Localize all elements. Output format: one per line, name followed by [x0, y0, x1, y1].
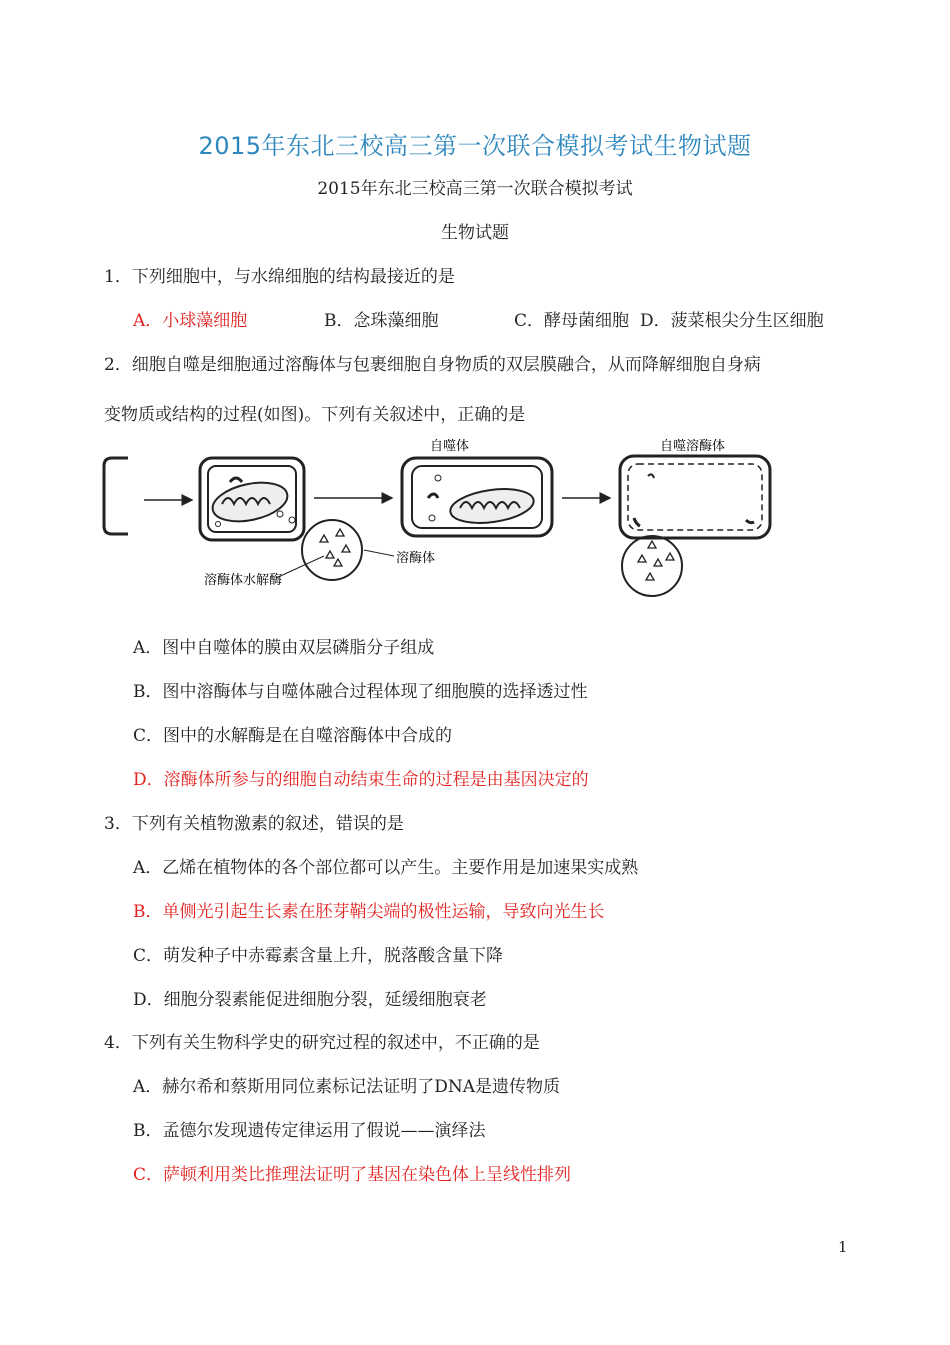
q1-option-d: D．菠菜根尖分生区细胞	[640, 311, 824, 331]
membrane-bracket-icon	[104, 458, 128, 534]
autophagy-diagram	[100, 436, 820, 608]
lysosome-icon	[302, 520, 362, 580]
q2-option-b: B．图中溶酶体与自噬体融合过程体现了细胞膜的选择透过性	[133, 682, 588, 702]
q3-option-a: A．乙烯在植物体的各个部位都可以产生。主要作用是加速果实成熟	[133, 858, 639, 878]
q3-option-b: B．单侧光引起生长素在胚芽鞘尖端的极性运输，导致向光生长	[133, 902, 605, 922]
document-title: 2015年东北三校高三第一次联合模拟考试生物试题	[198, 132, 752, 160]
q1-stem: 1．下列细胞中，与水绵细胞的结构最接近的是	[104, 267, 455, 287]
phagophore-icon	[200, 458, 304, 540]
q2-stem-line1: 2．细胞自噬是细胞通过溶酶体与包裹细胞自身物质的双层膜融合，从而降解细胞自身病	[104, 355, 761, 375]
q4-option-a: A．赫尔希和蔡斯用同位素标记法证明了DNA是遗传物质	[133, 1077, 561, 1097]
q2-stem-line2: 变物质或结构的过程(如图)。下列有关叙述中，正确的是	[104, 405, 526, 425]
lysosome-pointer	[364, 550, 394, 556]
page-number: 1	[838, 1238, 848, 1256]
q3-option-c: C．萌发种子中赤霉素含量上升，脱落酸含量下降	[133, 946, 504, 966]
q4-option-c: C．萨顿利用类比推理法证明了基因在染色体上呈线性排列	[133, 1165, 572, 1185]
label-lysosome: 溶酶体	[396, 551, 436, 566]
label-autolysosome: 自噬溶酶体	[660, 439, 726, 454]
q1-option-a: A．小球藻细胞	[133, 311, 248, 331]
q3-option-d: D．细胞分裂素能促进细胞分裂，延缓细胞衰老	[133, 990, 487, 1010]
q1-option-b: B．念珠藻细胞	[324, 311, 439, 331]
autophagosome-icon	[402, 458, 552, 536]
q2-option-a: A．图中自噬体的膜由双层磷脂分子组成	[133, 638, 435, 658]
autolysosome-icon	[620, 456, 770, 596]
label-hydrolase: 溶酶体水解酶	[204, 573, 283, 588]
q1-option-c: C．酵母菌细胞	[514, 311, 630, 331]
q2-option-d: D．溶酶体所参与的细胞自动结束生命的过程是由基因决定的	[133, 770, 589, 790]
q4-stem: 4．下列有关生物科学史的研究过程的叙述中，不正确的是	[104, 1033, 540, 1053]
label-autophagosome: 自噬体	[430, 439, 470, 454]
q2-option-c: C．图中的水解酶是在自噬溶酶体中合成的	[133, 726, 453, 746]
q3-stem: 3．下列有关植物激素的叙述，错误的是	[104, 814, 404, 834]
exam-subtitle: 2015年东北三校高三第一次联合模拟考试	[317, 179, 633, 199]
subject-subtitle: 生物试题	[441, 223, 509, 243]
q4-option-b: B．孟德尔发现遗传定律运用了假说——演绎法	[133, 1121, 486, 1141]
